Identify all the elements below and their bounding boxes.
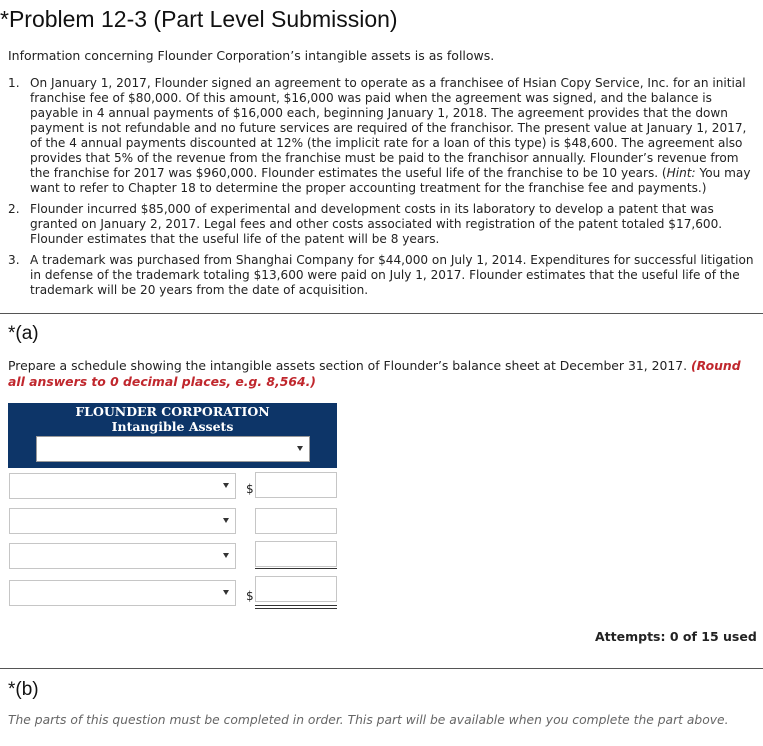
account-select-2[interactable] bbox=[9, 508, 236, 534]
amount-input-2[interactable] bbox=[255, 508, 337, 534]
caret-down-icon bbox=[223, 553, 229, 558]
item-text: On January 1, 2017, Flounder signed an agreement to operate as a franchisee of Hsian Copy Service, Inc. for an initial franchise fee of $80,000. Of this amount, $16,000 was paid when the agreement was signed, and the balance is payable in 4 annual payments of $16,000 each, beginning January 1, 2018. The agreement provides that the down payment is not refundable and no future services are required of the franchisor. The present value at January 1, 2017, of the 4 annual payments discounted at 12% (the implicit rate for a loan of this type) is $48,600. The agreement also provides that 5% of the revenue from the franchise must be paid to the franchisor annually. Flounder’s revenue from the franchise for 2017 was $960,000. Flounder estimates the useful life of the franchise to be 10 years. ( bbox=[30, 76, 747, 180]
hint-text: You may want to refer to Chapter 18 to determine the proper accounting treatment for the franchise fee and payments.) bbox=[30, 166, 751, 195]
part-b-label: *(b) bbox=[8, 679, 39, 700]
divider bbox=[0, 313, 763, 314]
problem-items bbox=[8, 76, 756, 304]
account-select-3[interactable] bbox=[9, 543, 236, 569]
item-number: 1. bbox=[8, 76, 20, 90]
item-text: A trademark was purchased from Shanghai Company for $44,000 on July 1, 2014. Expenditures for successful litigation in defense of the trademark totaling $13,600 were paid on July 1, 2017. Flounder estimates that the useful life of the trademark will be 20 years from the date of acquisition. bbox=[30, 253, 754, 297]
dollar-sign: $ bbox=[246, 589, 254, 603]
subtotal-underline bbox=[255, 568, 337, 569]
caret-down-icon bbox=[297, 446, 303, 451]
dollar-sign: $ bbox=[246, 482, 254, 496]
total-double-underline bbox=[255, 605, 337, 606]
caret-down-icon bbox=[223, 590, 229, 595]
list-item bbox=[8, 202, 756, 247]
hint-label: Hint: bbox=[666, 166, 696, 180]
list-item bbox=[8, 76, 756, 196]
account-select-1[interactable] bbox=[9, 473, 236, 499]
total-double-underline bbox=[255, 608, 337, 609]
part-b-locked-note: The parts of this question must be completed in order. This part will be available when you complete the part above. bbox=[8, 713, 729, 727]
caret-down-icon bbox=[223, 518, 229, 523]
page-title: *Problem 12-3 (Part Level Submission) bbox=[0, 6, 398, 32]
item-number: 3. bbox=[8, 253, 20, 267]
amount-input-1[interactable] bbox=[255, 472, 337, 498]
rounding-instruction: (Round all answers to 0 decimal places, e.g. 8,564.) bbox=[8, 358, 741, 389]
intro-text: Information concerning Flounder Corporation’s intangible assets is as follows. bbox=[8, 48, 495, 63]
prompt-text: Prepare a schedule showing the intangible assets section of Flounder’s balance sheet at December 31, 2017. bbox=[8, 358, 692, 373]
part-a-label: *(a) bbox=[8, 323, 39, 344]
list-item bbox=[8, 253, 756, 298]
header-date-select[interactable] bbox=[36, 436, 310, 462]
amount-input-total[interactable] bbox=[255, 576, 337, 602]
attempts-counter: Attempts: 0 of 15 used bbox=[595, 629, 757, 644]
caret-down-icon bbox=[223, 483, 229, 488]
item-number: 2. bbox=[8, 202, 20, 216]
company-name: FLOUNDER CORPORATION bbox=[75, 404, 270, 419]
part-a-prompt bbox=[8, 358, 753, 390]
divider bbox=[0, 668, 763, 669]
statement-title: Intangible Assets bbox=[111, 419, 234, 434]
statement-header bbox=[8, 403, 337, 468]
account-select-4[interactable] bbox=[9, 580, 236, 606]
amount-input-3[interactable] bbox=[255, 541, 337, 567]
item-text: Flounder incurred $85,000 of experimental and development costs in its laboratory to develop a patent that was granted on January 2, 2017. Legal fees and other costs associated with registration of the patent totaled $17,600. Flounder estimates that the useful life of the patent will be 8 years. bbox=[30, 202, 723, 246]
